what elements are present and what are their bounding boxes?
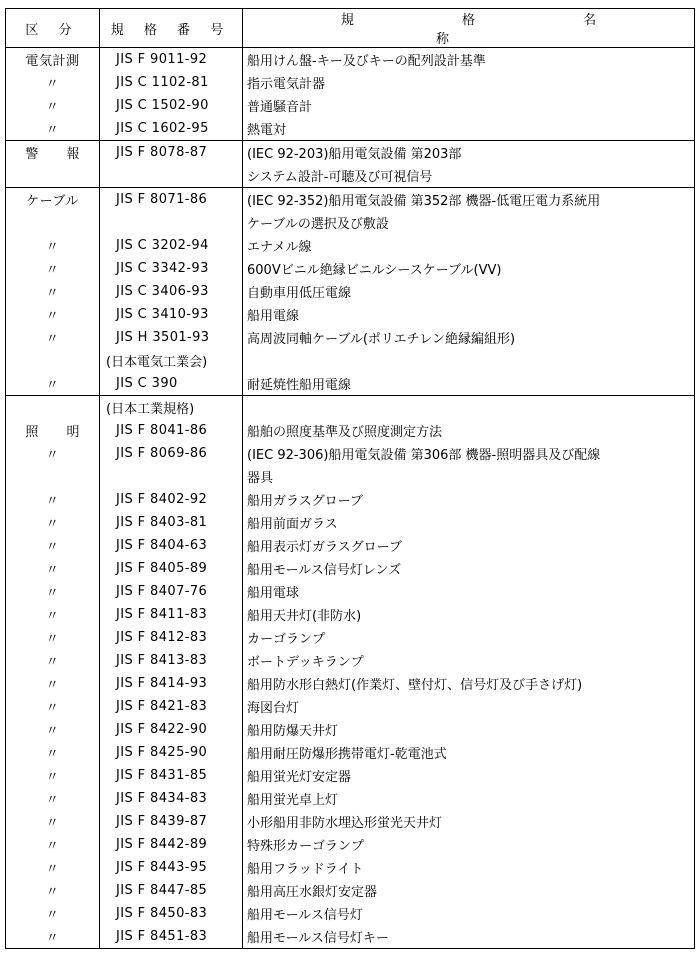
- table-row: [6, 764, 695, 787]
- category-cell: 〃: [6, 372, 100, 396]
- standard-number-cell: (日本電気工業会): [100, 349, 243, 372]
- standard-name-cell: 船用蛍光灯安定器: [243, 764, 695, 787]
- standard-number-cell: JIS F 8425-90: [100, 741, 243, 764]
- table-row: [6, 810, 695, 833]
- table-row: [6, 117, 695, 141]
- standard-name-cell: 船用けん盤-キー及びキーの配列設計基準: [243, 48, 695, 72]
- category-cell: 〃: [6, 557, 100, 580]
- category-cell: 〃: [6, 603, 100, 626]
- table-row: [6, 626, 695, 649]
- category-cell: 〃: [6, 117, 100, 141]
- standard-number-cell: JIS C 3342-93: [100, 257, 243, 280]
- standard-number-cell: [100, 465, 243, 488]
- table-row: [6, 557, 695, 580]
- table-row: [6, 141, 695, 165]
- standards-table: [5, 8, 695, 949]
- standard-name-cell: 特殊形カーゴランプ: [243, 833, 695, 856]
- table-row: [6, 94, 695, 117]
- standard-name-cell: 船用モールス信号灯: [243, 902, 695, 925]
- category-cell: 照 明: [6, 419, 100, 442]
- standard-name-cell: 船用高圧水銀灯安定器: [243, 879, 695, 902]
- standard-number-cell: JIS C 1502-90: [100, 94, 243, 117]
- table-row: [6, 465, 695, 488]
- standard-name-cell: 船用表示灯ガラスグローブ: [243, 534, 695, 557]
- standard-name-cell: 高周波同軸ケーブル(ポリエチレン絶縁編組形): [243, 326, 695, 349]
- standard-number-cell: JIS F 8071-86: [100, 188, 243, 212]
- standard-number-cell: JIS C 390: [100, 372, 243, 396]
- category-cell: [6, 396, 100, 420]
- standard-number-cell: JIS C 3202-94: [100, 234, 243, 257]
- table-row: [6, 349, 695, 372]
- category-cell: 〃: [6, 303, 100, 326]
- standard-name-cell: 船用モールス信号灯キー: [243, 925, 695, 949]
- standard-name-cell: 船用モールス信号灯レンズ: [243, 557, 695, 580]
- standard-name-cell: カーゴランプ: [243, 626, 695, 649]
- standard-number-cell: JIS F 8069-86: [100, 442, 243, 465]
- category-cell: 〃: [6, 833, 100, 856]
- table-row: [6, 234, 695, 257]
- standard-name-cell: 船用フラッドライト: [243, 856, 695, 879]
- standard-name-cell: システム設計-可聴及び可視信号: [243, 164, 695, 188]
- standard-name-cell: エナメル線: [243, 234, 695, 257]
- standard-name-cell: 船用耐圧防爆形携帯電灯-乾電池式: [243, 741, 695, 764]
- standard-name-cell: 器具: [243, 465, 695, 488]
- standard-number-cell: JIS F 8413-83: [100, 649, 243, 672]
- standard-name-cell: ケーブルの選択及び敷設: [243, 211, 695, 234]
- category-cell: 〃: [6, 879, 100, 902]
- category-cell: 〃: [6, 534, 100, 557]
- standard-name-cell: (IEC 92-306)船用電気設備 第306部 機器-照明器具及び配線: [243, 442, 695, 465]
- table-row: [6, 396, 695, 420]
- table-header-row: [6, 9, 695, 48]
- standard-name-cell: 耐延焼性船用電線: [243, 372, 695, 396]
- standard-number-cell: JIS F 8078-87: [100, 141, 243, 165]
- standard-name-cell: 小形船用非防水埋込形蛍光天井灯: [243, 810, 695, 833]
- table-body: [6, 48, 695, 949]
- category-cell: 〃: [6, 488, 100, 511]
- standard-number-cell: JIS H 3501-93: [100, 326, 243, 349]
- category-cell: 〃: [6, 741, 100, 764]
- standard-number-cell: JIS F 8402-92: [100, 488, 243, 511]
- header-standard-number: 規 格 番 号: [100, 9, 243, 48]
- standard-number-cell: JIS F 8407-76: [100, 580, 243, 603]
- standard-number-cell: [100, 211, 243, 234]
- standard-number-cell: JIS F 8421-83: [100, 695, 243, 718]
- standard-name-cell: 船用電線: [243, 303, 695, 326]
- table-row: [6, 902, 695, 925]
- standard-number-cell: JIS F 8404-63: [100, 534, 243, 557]
- table-row: [6, 48, 695, 72]
- standard-number-cell: JIS C 1602-95: [100, 117, 243, 141]
- standard-name-cell: ボートデッキランプ: [243, 649, 695, 672]
- category-cell: ケーブル: [6, 188, 100, 212]
- table-row: [6, 741, 695, 764]
- category-cell: 〃: [6, 326, 100, 349]
- standard-number-cell: JIS F 8450-83: [100, 902, 243, 925]
- standard-number-cell: JIS F 8041-86: [100, 419, 243, 442]
- standard-number-cell: JIS F 8451-83: [100, 925, 243, 949]
- category-cell: [6, 349, 100, 372]
- standard-name-cell: (IEC 92-352)船用電気設備 第352部 機器-低電圧電力系統用: [243, 188, 695, 212]
- standard-number-cell: JIS F 8443-95: [100, 856, 243, 879]
- standard-number-cell: JIS F 8403-81: [100, 511, 243, 534]
- category-cell: 〃: [6, 672, 100, 695]
- category-cell: 〃: [6, 257, 100, 280]
- category-cell: 〃: [6, 902, 100, 925]
- header-category: 区 分: [6, 9, 100, 48]
- table-row: [6, 188, 695, 212]
- category-cell: 〃: [6, 764, 100, 787]
- table-row: [6, 695, 695, 718]
- category-cell: 〃: [6, 94, 100, 117]
- standard-number-cell: JIS F 8431-85: [100, 764, 243, 787]
- category-cell: [6, 164, 100, 188]
- standard-number-cell: JIS C 3410-93: [100, 303, 243, 326]
- category-cell: [6, 465, 100, 488]
- standard-number-cell: JIS F 8447-85: [100, 879, 243, 902]
- category-cell: 〃: [6, 787, 100, 810]
- standard-name-cell: 船用防水形白熱灯(作業灯、壁付灯、信号灯及び手さげ灯): [243, 672, 695, 695]
- standard-number-cell: JIS F 8411-83: [100, 603, 243, 626]
- category-cell: 〃: [6, 649, 100, 672]
- table-row: [6, 71, 695, 94]
- table-row: [6, 833, 695, 856]
- standard-name-cell: 船用前面ガラス: [243, 511, 695, 534]
- table-row: [6, 925, 695, 949]
- standard-number-cell: JIS F 8434-83: [100, 787, 243, 810]
- table-row: [6, 511, 695, 534]
- standard-number-cell: JIS F 9011-92: [100, 48, 243, 72]
- table-row: [6, 672, 695, 695]
- standard-name-cell: 船舶の照度基準及び照度測定方法: [243, 419, 695, 442]
- standard-name-cell: 自動車用低圧電線: [243, 280, 695, 303]
- table-row: [6, 442, 695, 465]
- standard-name-cell: 熱電対: [243, 117, 695, 141]
- category-cell: 〃: [6, 856, 100, 879]
- header-standard-name: 規 格 名 称: [243, 9, 695, 48]
- standard-number-cell: JIS F 8414-93: [100, 672, 243, 695]
- category-cell: 〃: [6, 695, 100, 718]
- table-row: [6, 580, 695, 603]
- standard-name-cell: 普通騒音計: [243, 94, 695, 117]
- table-row: [6, 257, 695, 280]
- category-cell: 〃: [6, 442, 100, 465]
- standard-number-cell: JIS C 1102-81: [100, 71, 243, 94]
- table-row: [6, 488, 695, 511]
- category-cell: 〃: [6, 234, 100, 257]
- table-row: [6, 787, 695, 810]
- table-row: [6, 718, 695, 741]
- standard-name-cell: [243, 396, 695, 420]
- table-row: [6, 879, 695, 902]
- category-cell: 〃: [6, 511, 100, 534]
- category-cell: 〃: [6, 718, 100, 741]
- table-row: [6, 534, 695, 557]
- standard-name-cell: (IEC 92-203)船用電気設備 第203部: [243, 141, 695, 165]
- table-row: [6, 164, 695, 188]
- category-cell: 〃: [6, 626, 100, 649]
- standard-name-cell: 船用ガラスグローブ: [243, 488, 695, 511]
- category-cell: 電気計測: [6, 48, 100, 72]
- table-row: [6, 419, 695, 442]
- table-row: [6, 211, 695, 234]
- standard-name-cell: 船用電球: [243, 580, 695, 603]
- standard-number-cell: (日本工業規格): [100, 396, 243, 420]
- category-cell: 警 報: [6, 141, 100, 165]
- standard-number-cell: JIS F 8439-87: [100, 810, 243, 833]
- standard-name-cell: 船用蛍光卓上灯: [243, 787, 695, 810]
- standard-name-cell: [243, 349, 695, 372]
- standard-number-cell: JIS F 8442-89: [100, 833, 243, 856]
- table-row: [6, 303, 695, 326]
- table-row: [6, 372, 695, 396]
- standard-name-cell: 指示電気計器: [243, 71, 695, 94]
- category-cell: 〃: [6, 580, 100, 603]
- category-cell: 〃: [6, 71, 100, 94]
- table-row: [6, 326, 695, 349]
- standard-number-cell: JIS F 8412-83: [100, 626, 243, 649]
- category-cell: [6, 211, 100, 234]
- table-row: [6, 856, 695, 879]
- table-row: [6, 603, 695, 626]
- standard-number-cell: JIS F 8422-90: [100, 718, 243, 741]
- table-row: [6, 280, 695, 303]
- standard-name-cell: 600Vビニル絶縁ビニルシースケーブル(VV): [243, 257, 695, 280]
- standard-name-cell: 船用防爆天井灯: [243, 718, 695, 741]
- standard-number-cell: [100, 164, 243, 188]
- standard-number-cell: JIS C 3406-93: [100, 280, 243, 303]
- standard-name-cell: 海図台灯: [243, 695, 695, 718]
- table-row: [6, 649, 695, 672]
- standard-number-cell: JIS F 8405-89: [100, 557, 243, 580]
- category-cell: 〃: [6, 810, 100, 833]
- category-cell: 〃: [6, 280, 100, 303]
- category-cell: 〃: [6, 925, 100, 949]
- standard-name-cell: 船用天井灯(非防水): [243, 603, 695, 626]
